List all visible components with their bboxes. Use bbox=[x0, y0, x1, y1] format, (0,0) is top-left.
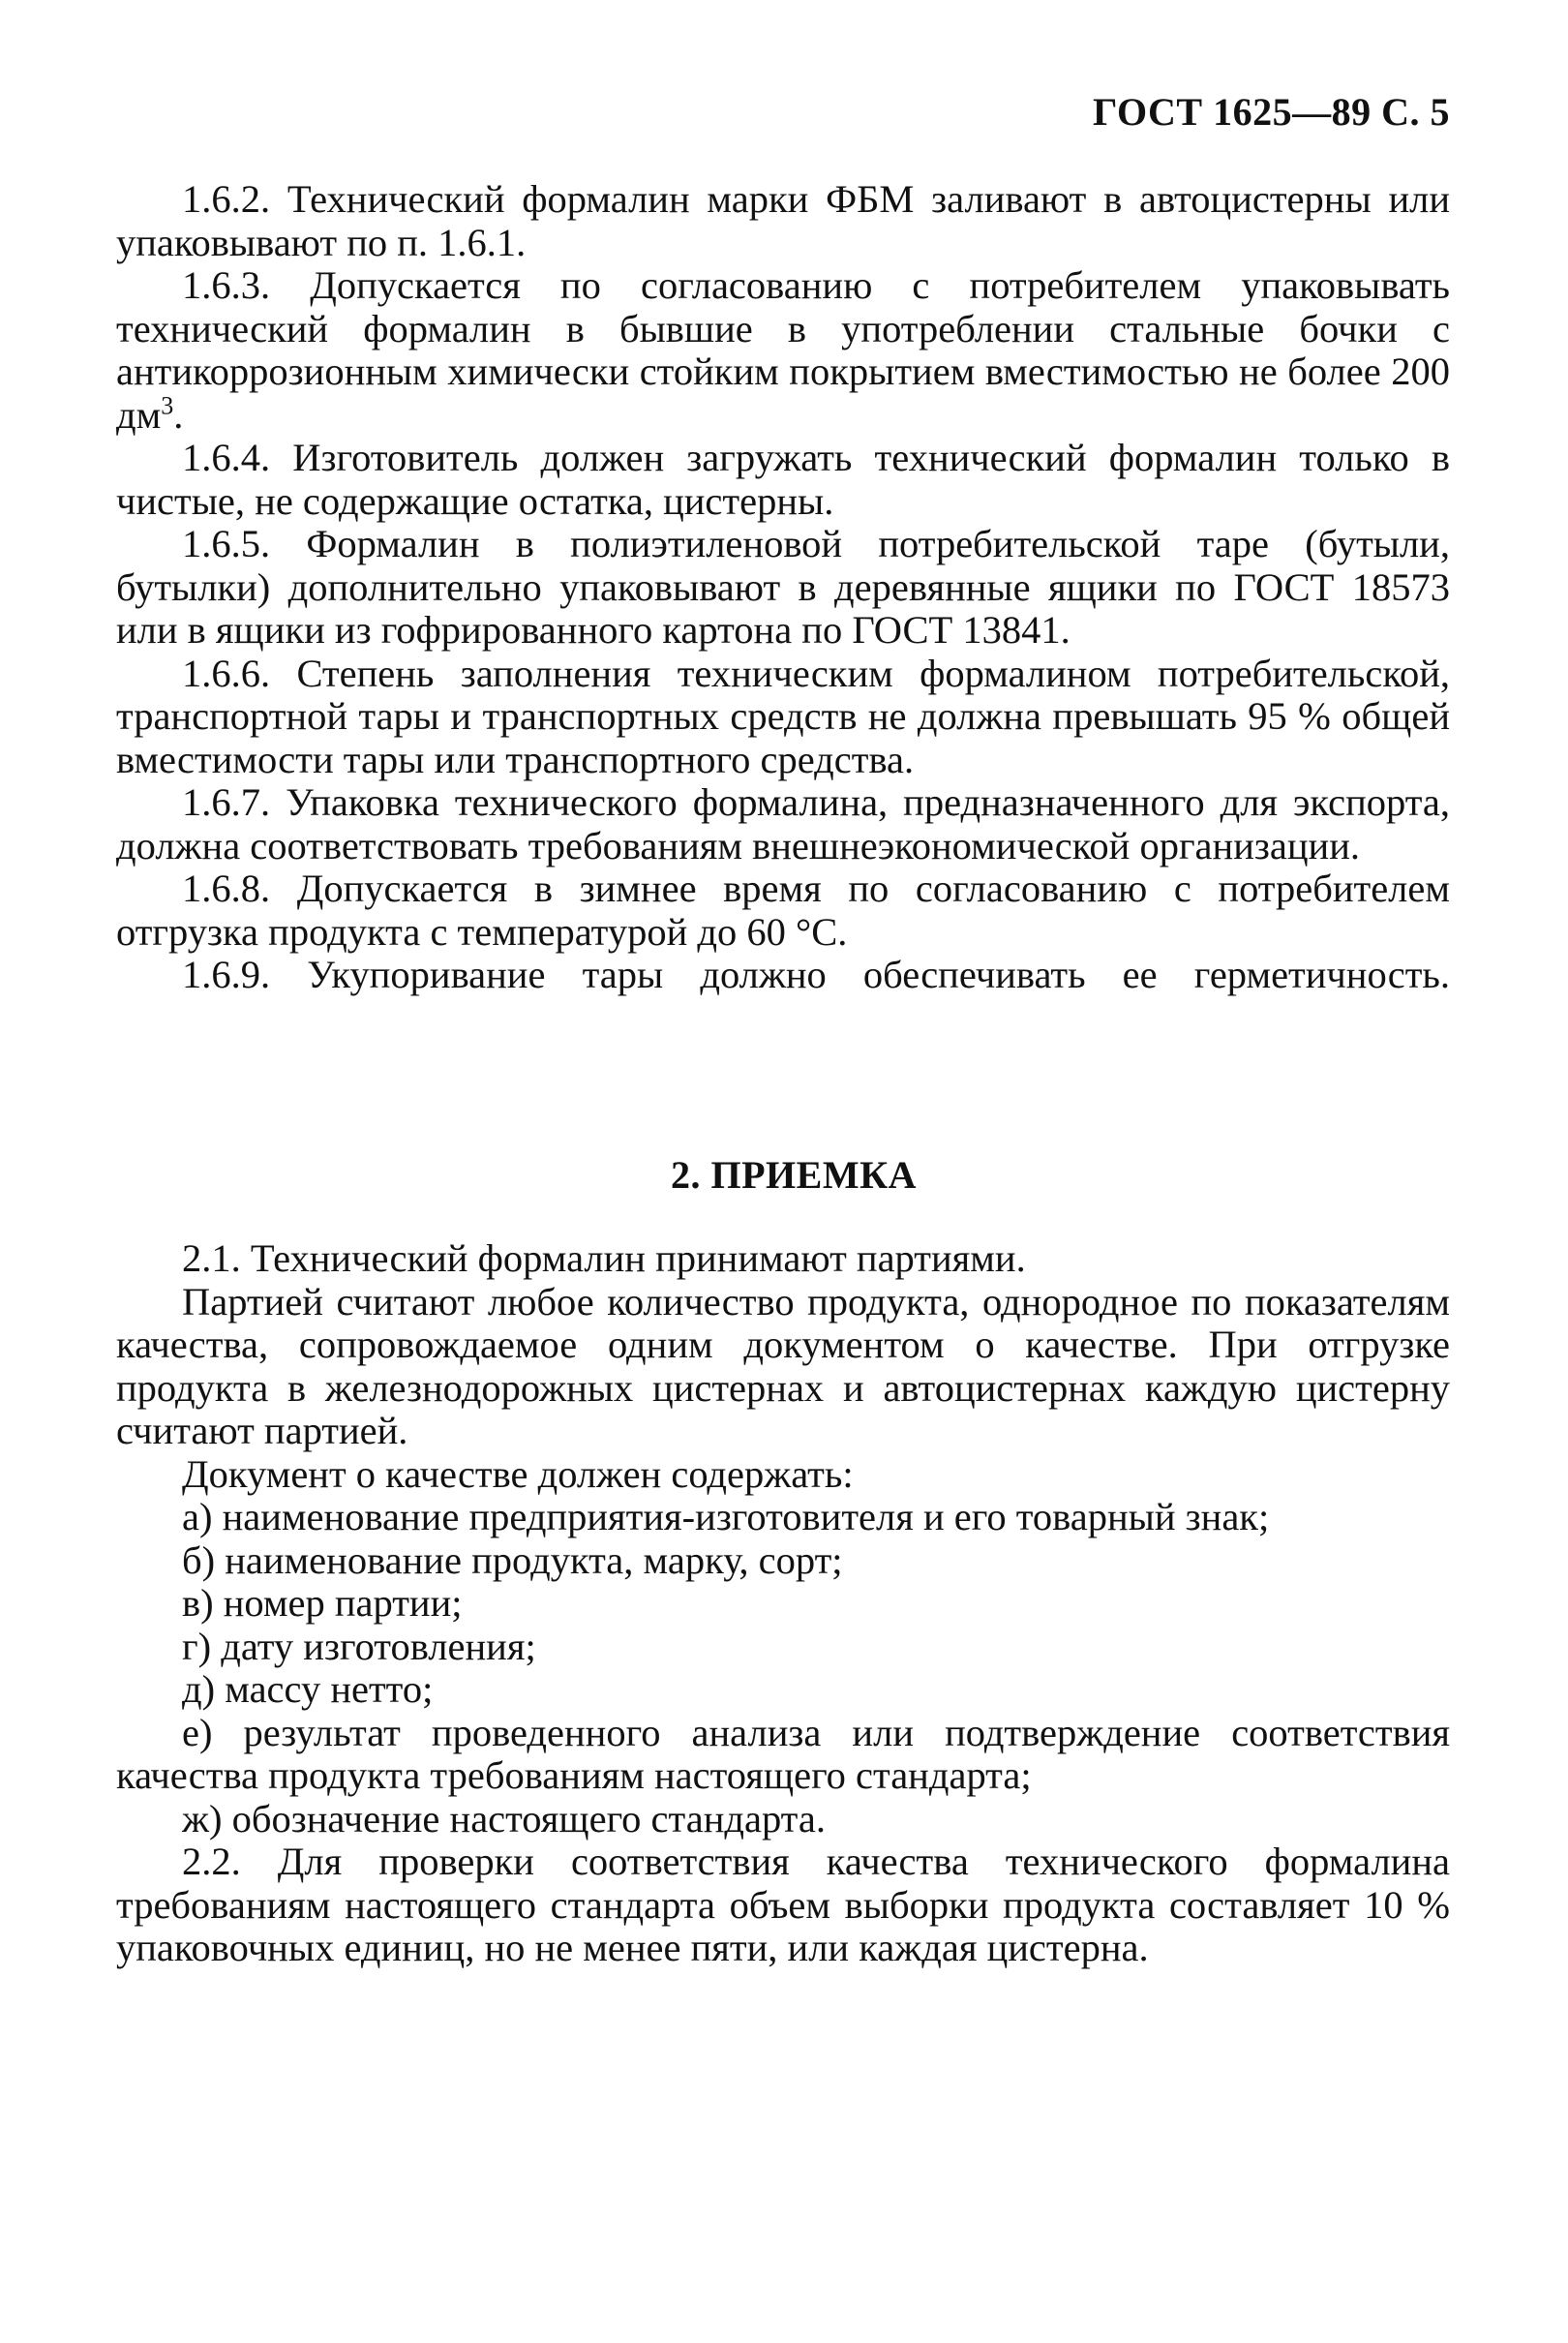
clause-1-6-7: 1.6.7. Упаковка технического формалина, предназначенного для экспорта, должна соответствовать требованиям внешнеэкономической организации. bbox=[116, 780, 1450, 867]
superscript-3: 3 bbox=[161, 391, 174, 419]
list-item-g: г) дату изготовления; bbox=[182, 1624, 536, 1668]
section-2-title bbox=[0, 1152, 1568, 1198]
clause-1-6-2: 1.6.2. Технический формалин марки ФБМ заливают в автоцистерны или упаковывают по п. 1.6.1. bbox=[116, 177, 1450, 264]
section-2-title-text: 2. ПРИЕМКА bbox=[671, 1153, 917, 1197]
section-1-continuation bbox=[116, 178, 1450, 997]
clause-2-1: 2.1. Технический формалин принимают партиями. bbox=[182, 1236, 1026, 1280]
list-item-a: а) наименование предприятия-изготовителя и его товарный знак; bbox=[182, 1495, 1270, 1538]
clause-1-6-3 bbox=[116, 264, 1450, 437]
lot-definition: Партией считают любое количество продукта, однородное по показателям качества, сопровождаемое одним документом о качестве. При отгрузке продукта в железнодорожных цистернах и автоцистернах каждую цистерну считают партией. bbox=[116, 1279, 1450, 1452]
clause-2-2: 2.2. Для проверки соответствия качества технического формалина требованиям настоящего стандарта объем выборки продукта составляет 10 % упаковочных единиц, но не менее пяти, или каждая цистерна. bbox=[116, 1840, 1450, 1969]
clause-1-6-3-text: 1.6.3. Допускается по согласованию с потребителем упаковывать технический формалин в бывшие в употреблении стальные бочки с антикоррозионным химически стойким покрытием вместимостью не более 200 дм bbox=[116, 263, 1450, 437]
quality-document-intro: Документ о качестве должен содержать: bbox=[182, 1451, 854, 1496]
clause-1-6-9: 1.6.9. Укупоривание тары должно обеспечивать ее герметичность. bbox=[182, 953, 1450, 996]
list-item-b: б) наименование продукта, марку, сорт; bbox=[182, 1537, 843, 1582]
list-item-v: в) номер партии; bbox=[182, 1581, 463, 1625]
clause-1-6-5: 1.6.5. Формалин в полиэтиленовой потребительской таре (бутыли, бутылки) дополнительно упаковывают в деревянные ящики по ГОСТ 18573 или в ящики из гофрированного картона по ГОСТ 13841. bbox=[116, 522, 1450, 652]
clause-1-6-3-end: . bbox=[173, 392, 184, 437]
section-2-body bbox=[116, 1237, 1450, 1970]
list-item-zh: ж) обозначение настоящего стандарта. bbox=[182, 1796, 826, 1841]
clause-1-6-6: 1.6.6. Степень заполнения техническим формалином потребительской, транспортной тары и транспортных средств не должна превышать 95 % общей вместимости тары или транспортного средства. bbox=[116, 651, 1450, 781]
list-item-e: е) результат проведенного анализа или подтверждение соответствия качества продукта требованиям настоящего стандарта; bbox=[116, 1710, 1450, 1797]
running-header: ГОСТ 1625—89 С. 5 bbox=[1092, 90, 1450, 134]
clause-1-6-8: 1.6.8. Допускается в зимнее время по согласованию с потребителем отгрузка продукта с температурой до 60 °С. bbox=[116, 867, 1450, 954]
clause-1-6-4: 1.6.4. Изготовитель должен загружать технический формалин только в чистые, не содержащие остатка, цистерны. bbox=[116, 436, 1450, 523]
list-item-d: д) массу нетто; bbox=[182, 1667, 434, 1711]
